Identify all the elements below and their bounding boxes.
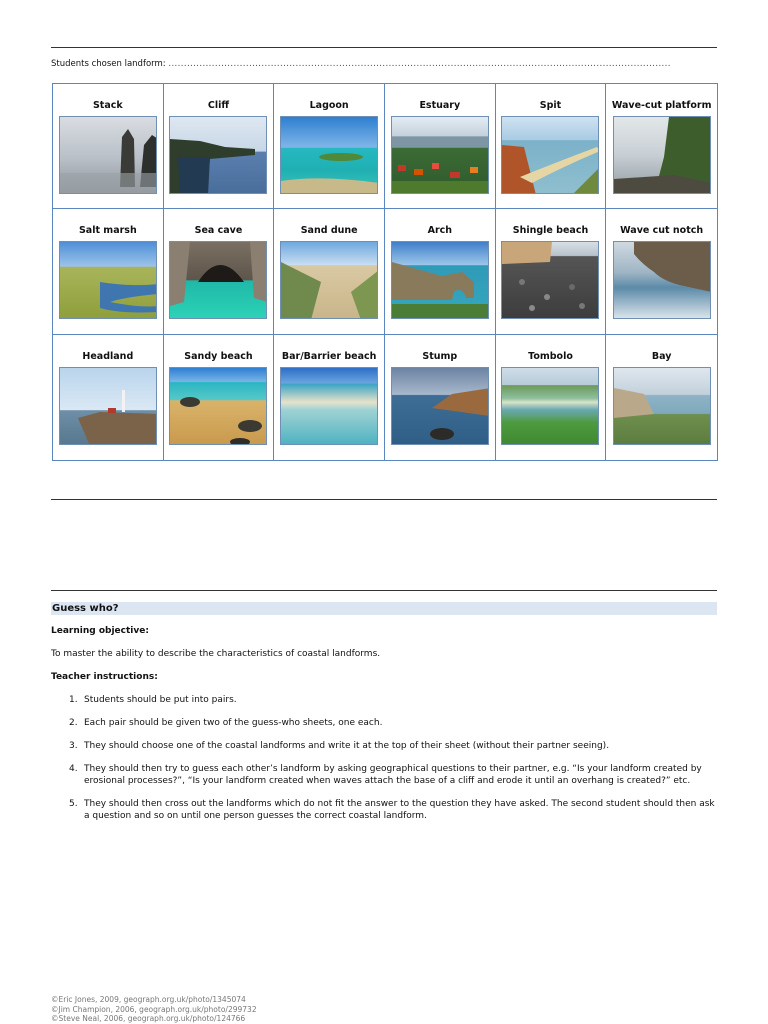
landform-name: Shingle beach	[512, 225, 589, 237]
landform-card[interactable]	[164, 209, 275, 334]
instruction-step	[51, 740, 717, 752]
landform-name: Spit	[539, 100, 562, 111]
section-divider	[51, 590, 717, 591]
landform-name: Sand dune	[300, 225, 358, 237]
step-text: They should choose one of the coastal landforms and write it at the top of their sheet (without their partner seeing).	[84, 741, 610, 751]
landform-name: Lagoon	[309, 100, 349, 111]
landform-card[interactable]	[496, 84, 607, 209]
landform-photo-headland	[59, 367, 157, 445]
credit-line: ©Jim Champion, 2006, geograph.org.uk/photo/299732	[51, 1004, 257, 1014]
instructions-heading: Teacher instructions:	[51, 672, 158, 682]
landform-photo-cliff	[169, 116, 267, 194]
landform-photo-lagoon	[280, 116, 378, 194]
landform-name: Tombolo	[528, 350, 573, 362]
landform-card[interactable]	[385, 84, 496, 209]
objective-text: To master the ability to describe the characteristics of coastal landforms.	[51, 649, 381, 659]
instruction-step	[51, 763, 717, 787]
step-number: 3.	[69, 741, 78, 751]
section-divider	[51, 499, 717, 500]
step-number: 4.	[69, 764, 78, 774]
objective-heading: Learning objective:	[51, 626, 149, 636]
landform-name: Sea cave	[194, 225, 243, 237]
landform-name: Headland	[82, 350, 134, 362]
chosen-landform-blank[interactable]: ..................................................................................................................................................................	[168, 59, 671, 69]
landform-grid	[52, 83, 718, 461]
landform-card[interactable]	[274, 209, 385, 334]
landform-name: Sandy beach	[184, 350, 253, 362]
landform-name: Estuary	[419, 100, 461, 111]
top-divider	[51, 47, 717, 48]
landform-card[interactable]	[53, 335, 164, 460]
credit-line: ©Eric Jones, 2009, geograph.org.uk/photo/1345074	[51, 995, 246, 1004]
landform-photo-salt-marsh	[59, 241, 157, 319]
landform-photo-arch	[391, 241, 489, 319]
landform-photo-sea-cave	[169, 241, 267, 319]
landform-card[interactable]	[606, 209, 717, 334]
step-text: They should then try to guess each other’s landform by asking geographical questions to their partner, e.g. “Is your landform created by erosional processes?”, “Is your landform created when waves attach the base of a cliff and erode it until an overhang is created?” etc.	[84, 764, 702, 786]
landform-name: Stump	[422, 350, 458, 362]
step-number: 1.	[69, 695, 78, 705]
photo-credits	[51, 995, 257, 1024]
landform-card[interactable]	[53, 209, 164, 334]
step-text: They should then cross out the landforms which do not fit the answer to the question they have asked. The second student should then ask a question and so on until one person guesses the correct coastal landform.	[84, 799, 715, 821]
section-heading-bar	[51, 602, 717, 615]
chosen-landform-line	[51, 59, 717, 69]
landform-name: Salt marsh	[78, 225, 137, 237]
landform-name: Bar/Barrier beach	[281, 350, 377, 362]
section-title: Guess who?	[52, 603, 119, 614]
landform-card[interactable]	[496, 209, 607, 334]
landform-card[interactable]	[385, 335, 496, 460]
landform-photo-bar-barrier-beach	[280, 367, 378, 445]
landform-photo-sandy-beach	[169, 367, 267, 445]
landform-photo-estuary	[391, 116, 489, 194]
landform-name: Bay	[651, 350, 672, 362]
step-text: Each pair should be given two of the guess-who sheets, one each.	[84, 718, 383, 728]
landform-name: Wave-cut platform	[611, 100, 712, 111]
landform-photo-stack	[59, 116, 157, 194]
landform-photo-bay	[613, 367, 711, 445]
landform-card[interactable]	[274, 335, 385, 460]
landform-name: Cliff	[207, 100, 230, 111]
landform-name: Wave cut notch	[620, 225, 704, 237]
step-text: Students should be put into pairs.	[84, 695, 237, 705]
landform-card[interactable]	[496, 335, 607, 460]
landform-photo-stump	[391, 367, 489, 445]
landform-photo-shingle-beach	[501, 241, 599, 319]
landform-photo-sand-dune	[280, 241, 378, 319]
landform-card[interactable]	[53, 84, 164, 209]
step-number: 5.	[69, 799, 78, 809]
landform-card[interactable]	[385, 209, 496, 334]
landform-photo-tombolo	[501, 367, 599, 445]
landform-card[interactable]	[274, 84, 385, 209]
landform-photo-wave-cut-notch	[613, 241, 711, 319]
instruction-step	[51, 798, 717, 822]
landform-card[interactable]	[606, 335, 717, 460]
step-number: 2.	[69, 718, 78, 728]
landform-card[interactable]	[164, 335, 275, 460]
landform-name: Stack	[92, 100, 123, 111]
landform-card[interactable]	[164, 84, 275, 209]
chosen-landform-label: Students chosen landform:	[51, 59, 166, 69]
instruction-step	[51, 717, 717, 729]
landform-photo-wave-cut-platform	[613, 116, 711, 194]
landform-photo-spit	[501, 116, 599, 194]
credit-line: ©Steve Neal, 2006, geograph.org.uk/photo/124766	[51, 1014, 246, 1023]
instruction-steps	[51, 694, 717, 833]
landform-name: Arch	[427, 225, 453, 237]
instruction-step	[51, 694, 717, 706]
landform-card[interactable]	[606, 84, 717, 209]
